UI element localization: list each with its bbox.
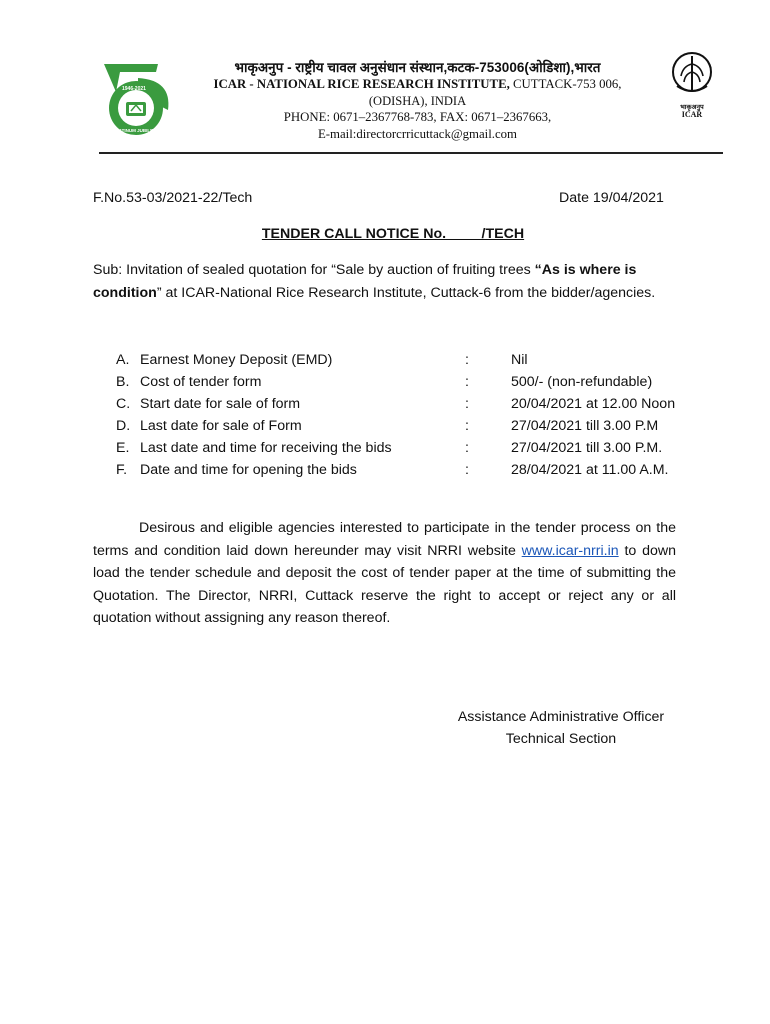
list-item <box>0 352 770 374</box>
item-value: Nil <box>511 352 528 368</box>
item-separator: : <box>465 418 469 434</box>
header-hindi: भाकृअनुप - राष्ट्रीय चावल अनुसंधान संस्थान,कटक-753006(ओडिशा),भारत <box>234 60 601 75</box>
item-value: 27/04/2021 till 3.00 P.M <box>511 418 659 434</box>
document-date: Date 19/04/2021 <box>559 190 664 206</box>
list-item <box>0 374 770 396</box>
item-letter: C. <box>116 396 131 412</box>
item-label: Date and time for opening the bids <box>140 462 357 478</box>
subject-line <box>93 259 676 304</box>
item-separator: : <box>465 352 469 368</box>
item-value: 500/- (non-refundable) <box>511 374 653 390</box>
icar-logo-name: ICAR <box>681 110 703 119</box>
header-institute <box>150 77 685 92</box>
institute-name: ICAR - NATIONAL RICE RESEARCH INSTITUTE, <box>213 77 510 91</box>
institute-city: CUTTACK-753 006, <box>509 77 622 91</box>
item-label: Start date for sale of form <box>140 396 301 412</box>
item-label: Earnest Money Deposit (EMD) <box>140 352 333 368</box>
signatory-title: Assistance Administrative Officer <box>457 709 665 725</box>
signatory-section: Technical Section <box>505 731 617 747</box>
item-separator: : <box>465 396 469 412</box>
item-letter: A. <box>116 352 130 368</box>
item-letter: E. <box>116 440 130 456</box>
header-state: (ODISHA), INDIA <box>368 94 467 108</box>
subject-bold-1: “As is where is <box>534 262 637 278</box>
item-letter: D. <box>116 418 131 434</box>
body-paragraph <box>93 517 676 630</box>
icar-logo-hindi: भाकृअनुप <box>680 104 704 111</box>
item-label: Last date and time for receiving the bids <box>140 440 392 456</box>
list-item <box>0 440 770 462</box>
nrri-75-logo <box>98 58 174 138</box>
item-letter: F. <box>116 462 128 478</box>
subject-text-a: Sub: Invitation of sealed quotation for “Sale by auction of fruiting trees <box>93 262 535 278</box>
file-number: F.No.53-03/2021-22/Tech <box>93 190 253 206</box>
item-separator: : <box>465 462 469 478</box>
subject-text-b: ” at ICAR-National Rice Research Institute, Cuttack-6 from the bidder/agencies. <box>156 284 656 301</box>
list-item <box>0 418 770 440</box>
notice-title: TENDER CALL NOTICE No. ____/TECH <box>261 226 525 242</box>
subject-bold-2: condition <box>93 284 157 301</box>
header-divider <box>99 152 723 154</box>
icar-logo <box>667 50 717 122</box>
item-separator: : <box>465 374 469 390</box>
logo-arc-top: 1946-2021 <box>122 86 146 92</box>
list-item <box>0 462 770 484</box>
body-text-b: to down load the tender schedule and deposit the cost of tender paper at the time of submitting the Quotation. The Director, NRRI, Cuttack reserve the right to accept or reject any or all quotation without assigning any reason thereof. <box>93 542 676 626</box>
item-label: Last date for sale of Form <box>140 418 302 434</box>
item-value: 27/04/2021 till 3.00 P.M. <box>511 440 663 456</box>
header-phone: PHONE: 0671–2367768-783, FAX: 0671–2367663, <box>283 110 552 124</box>
item-value: 20/04/2021 at 12.00 Noon <box>511 396 676 412</box>
website-link[interactable]: www.icar-nrri.in <box>521 542 619 559</box>
item-separator: : <box>465 440 469 456</box>
list-item <box>0 396 770 418</box>
body-text-a: Desirous and eligible agencies interested to participate in the tender process on the terms and condition laid down hereunder may visit NRRI website <box>93 520 676 559</box>
item-letter: B. <box>116 374 130 390</box>
item-value: 28/04/2021 at 11.00 A.M. <box>511 462 669 478</box>
item-label: Cost of tender form <box>140 374 262 390</box>
header-email: E-mail:directorcrricuttack@gmail.com <box>317 127 518 141</box>
logo-arc-bottom: PLATINUM JUBILEE <box>113 128 157 133</box>
